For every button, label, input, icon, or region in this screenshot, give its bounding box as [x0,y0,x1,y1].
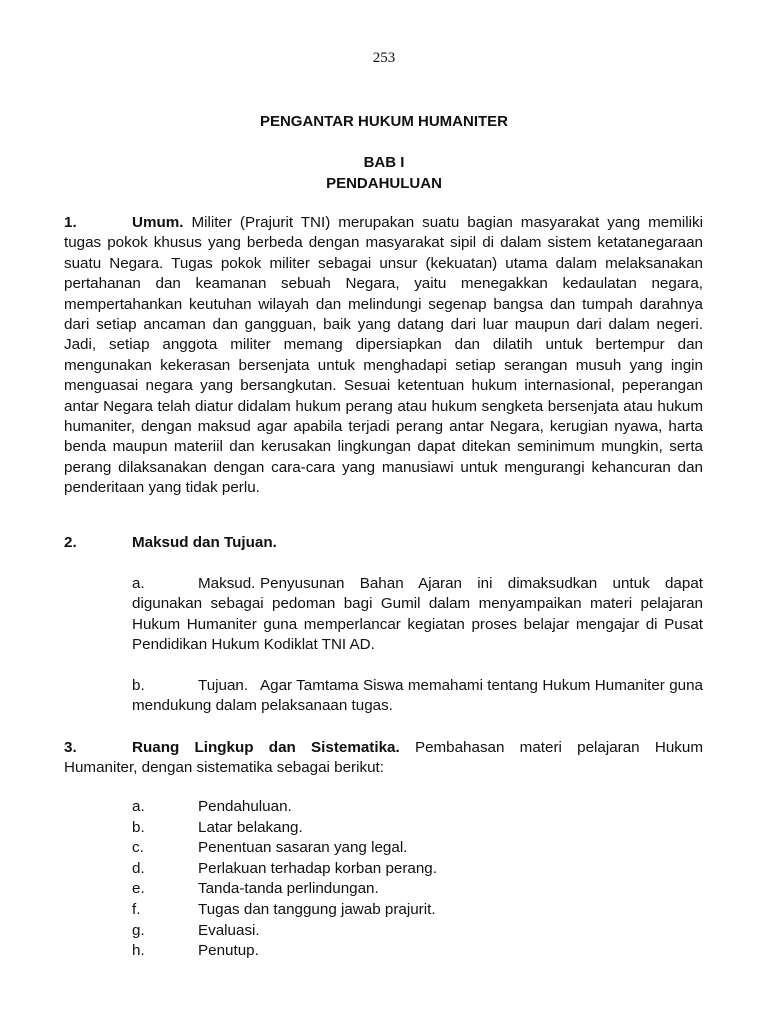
section-text: Pembahasan materi pelajaran Hukum Humaniter, dengan sistematika sebagai berikut: [64,739,703,777]
list-item [132,900,632,921]
list-text: Penentuan sasaran yang legal. [198,839,408,857]
section-ruang-lingkup [64,738,703,779]
section-number: 3. [64,739,77,756]
list-item [132,941,632,962]
list-letter: d. [132,859,145,877]
page-number: 253 [372,50,396,66]
list-item [132,818,632,839]
section-heading: Maksud dan Tujuan. [132,534,277,551]
list-text: Evaluasi. [198,921,260,939]
list-text: Tanda-tanda perlindungan. [198,880,379,898]
subsection-letter: b. [132,677,145,694]
list-item [132,838,632,859]
list-letter: e. [132,880,145,898]
list-text: Latar belakang. [198,818,303,836]
systematics-list [132,797,632,962]
subsection-text: Agar Tamtama Siswa memahami tentang Hukum Humaniter guna mendukung dalam pelaksanaan tugas. [132,677,703,715]
section-umum [64,213,703,499]
subsection-text: Penyusunan Bahan Ajaran ini dimaksudkan untuk dapat digunakan sebagai pedoman bagi Gumil dalam menyampaikan materi pelajaran Hukum Humaniter guna memperlancar kegiatan proses belajar mengajar di Pusat Pendidikan Hukum Kodiklat TNI AD. [132,575,703,654]
section-number: 1. [64,214,77,231]
list-letter: g. [132,921,145,939]
list-item [132,879,632,900]
document-title: PENGANTAR HUKUM HUMANITER [259,113,509,130]
list-letter: c. [132,839,144,857]
subsection-tujuan [132,676,703,717]
list-item [132,797,632,818]
list-text: Perlakuan terhadap korban perang. [198,859,437,877]
section-number: 2. [64,534,77,551]
list-letter: h. [132,942,145,960]
chapter-title: PENDAHULUAN [326,175,442,192]
subsection-letter: a. [132,575,145,592]
list-text: Pendahuluan. [198,798,292,815]
section-heading: Umum. [132,214,184,231]
list-item [132,921,632,942]
subsection-maksud [132,574,703,656]
section-heading: Ruang Lingkup dan Sistematika. [132,739,400,756]
subsection-term: Tujuan. [198,677,249,694]
chapter-number: BAB I [363,154,405,171]
section-text: Militer (Prajurit TNI) merupakan suatu bagian masyarakat yang memiliki tugas pokok khusus yang berbeda dengan masyarakat sipil di dalam sistem ketatanegaraan suatu Negara. Tugas pokok militer sebagai unsur (kekuatan) utama dalam melaksanakan pertahanan dan keamanan sebuah Negara, yaitu menegakkan kedaulatan negara, mempertahankan keutuhan wilayah dan melindungi segenap bangsa dan tumpah darahnya dari setiap ancaman dan gangguan, baik yang datang dari luar maupun dari dalam negeri. Jadi, setiap anggota militer memang dipersiapkan dan dilatih untuk bertempur dan mengunakan kekerasan bersenjata untuk menghadapi setiap serangan musuh yang ingin menguasai negara yang bersangkutan. Sesuai ketentuan hukum internasional, peperangan antar Negara telah diatur didalam hukum perang atau hukum sengketa bersenjata atau hukum humaniter, dengan maksud agar apabila terjadi perang antar Negara, kerugian nyawa, harta benda maupun materiil dan kerusakan lingkungan dapat ditekan seminimum mungkin, serta perang dilaksanakan dengan cara-cara yang manusiawi untuk mengurangi kehancuran dan penderitaan yang tidak perlu. [64,214,703,497]
list-text: Penutup. [198,942,259,960]
list-letter: a. [132,798,145,815]
list-letter: b. [132,818,145,836]
section-maksud-tujuan-heading [64,533,703,553]
subsection-term: Maksud. [198,575,256,592]
list-text: Tugas dan tanggung jawab prajurit. [198,900,436,918]
list-item [132,859,632,880]
list-letter: f. [132,900,141,918]
